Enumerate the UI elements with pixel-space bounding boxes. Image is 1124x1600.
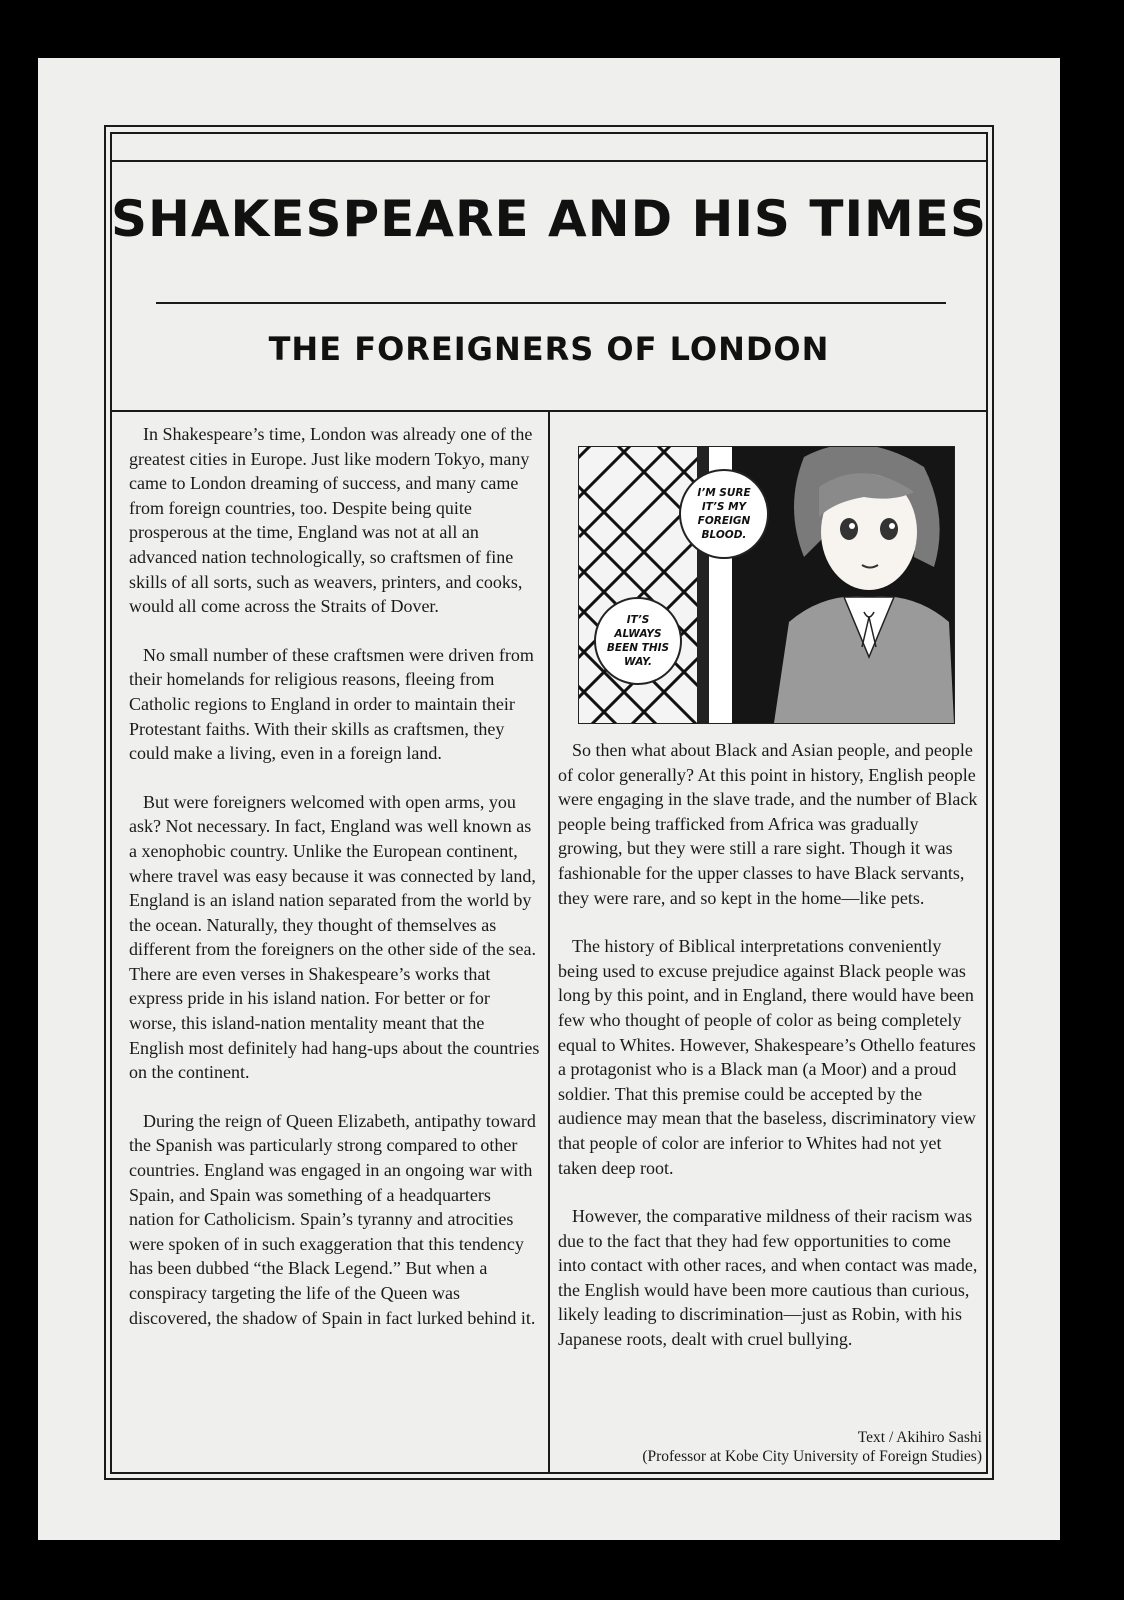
credit-author: Text / Akihiro Sashi: [857, 1429, 982, 1446]
page-title: SHAKESPEARE AND HIS TIMES: [111, 190, 987, 248]
manga-panel: [578, 446, 955, 724]
left-paragraph-4: During the reign of Queen Elizabeth, antipathy toward the Spanish was particularly strong compared to other countries. England was engaged in an ongoing war with Spain, and Spain was something of a headquarters nation for Catholicism. Spain’s tyranny and atrocities were spoken of in such exaggeration that this tendency has been dubbed “the Black Legend.” But when a conspiracy targeting the life of the Queen was discovered, the shadow of Spain in fact lurked behind it.: [129, 1110, 536, 1328]
author-credit: [642, 1428, 982, 1466]
speech-bubble-bottom: IT’S ALWAYS BEEN THIS WAY.: [594, 597, 682, 685]
right-column: [558, 738, 978, 1376]
left-column: [129, 422, 540, 1354]
title-rule: [156, 302, 946, 304]
right-paragraph-2: The history of Biblical interpretations conveniently being used to excuse prejudice against Black people was long by this point, and in England, there would have been few who thought of people of color as being completely equal to Whites. However, Shakespeare’s Othello features a protagonist who is a Black man (a Moor) and a proud soldier. That this premise could be accepted by the audience may mean that the baseless, discriminatory view that people of color are inferior to Whites had not yet taken deep root.: [558, 936, 976, 1178]
column-divider: [548, 411, 550, 1474]
speech-bubble-top: I’M SURE IT’S MY FOREIGN BLOOD.: [679, 469, 769, 559]
right-paragraph-3: However, the comparative mildness of their racism was due to the fact that they had few opportunities to come into contact with other races, and when contact was made, the English would have been more cautious than curious, likely leading to discrimination—just as Robin, with his Japanese roots, dealt with cruel bullying.: [558, 1206, 978, 1350]
left-paragraph-1: In Shakespeare’s time, London was already one of the greatest cities in Europe. Just like modern Tokyo, many came to London dreaming of success, and many came from foreign countries, too. Despite being quite prosperous at the time, England was not at all an advanced nation technologically, so craftsmen of fine skills of all sorts, such as weavers, printers, and cooks, would all come across the Straits of Dover.: [129, 424, 533, 617]
left-paragraph-2: No small number of these craftsmen were driven from their homelands for religious reasons, fleeing from Catholic regions to England in order to maintain their Protestant faiths. With their skills as craftsmen, they could make a living, even in a foreign land.: [129, 644, 534, 764]
left-paragraph-3: But were foreigners welcomed with open arms, you ask? Not necessary. In fact, England was well known as a xenophobic country. Unlike the European continent, where travel was easy because it was connected by land, England is an island nation separated from the world by the ocean. Naturally, they thought of themselves as different from the foreigners on the other side of the sea. There are even verses in Shakespeare’s works that express pride in his island nation. For better or for worse, this island-nation mentality meant that the English most definitely had hang-ups about the countries on the continent.: [129, 791, 540, 1083]
credit-affiliation: (Professor at Kobe City University of Foreign Studies): [642, 1448, 982, 1465]
page-subtitle: THE FOREIGNERS OF LONDON: [268, 330, 830, 368]
girl-illustration: [764, 447, 954, 723]
top-rule: [110, 160, 988, 162]
right-paragraph-1: So then what about Black and Asian people, and people of color generally? At this point in history, English people were engaging in the slave trade, and the number of Black people being trafficked from Africa was gradually growing, but they were still a rare sight. Though it was fashionable for the upper classes to have Black servants, they were rare, and so kept in the home—like pets.: [558, 740, 978, 908]
